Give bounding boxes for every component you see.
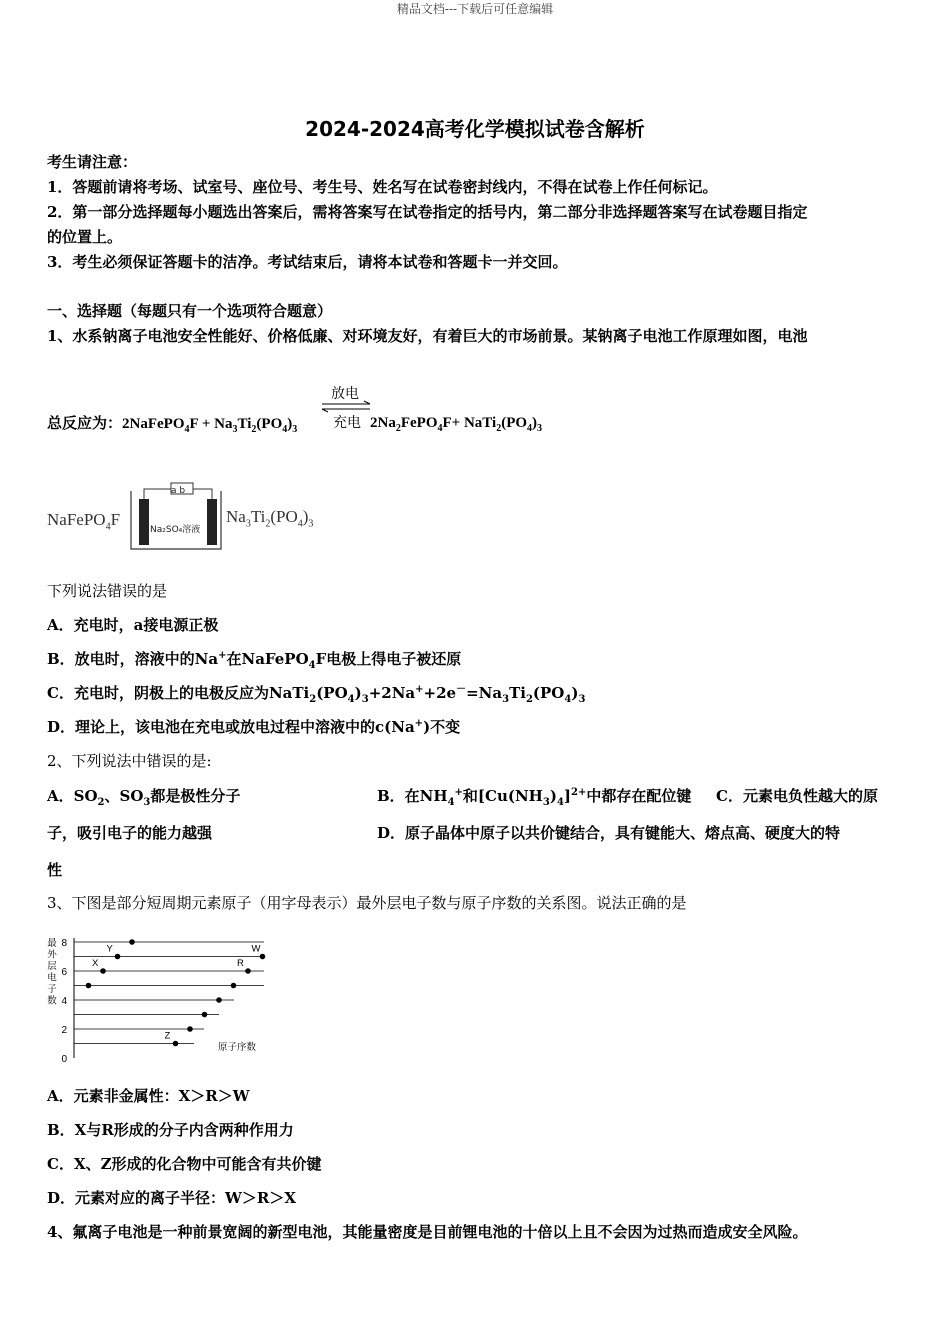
- notice-item-2: 2．第一部分选择题每小题选出答案后，需将答案写在试卷指定的括号内，第二部分非选择题答案写在试卷题目指定: [47, 203, 808, 221]
- q1-eq-prefix: 总反应为：: [47, 414, 123, 432]
- data-point: [245, 968, 251, 974]
- q3-option-d: D．元素对应的离子半径：W＞R＞X: [47, 1189, 296, 1207]
- point-label: X: [92, 958, 99, 969]
- data-point: [260, 954, 266, 960]
- q2-option-a-part1: A．SO: [47, 787, 98, 805]
- q2-option-a-part2: 都是极性分子: [150, 787, 241, 805]
- q1-option-b-part3: F电极上得电子被还原: [315, 650, 462, 668]
- data-point: [231, 983, 237, 989]
- q2-option-c-cont: 子，吸引电子的能力越强: [47, 824, 213, 842]
- y-tick-label: 4: [61, 996, 67, 1007]
- section-heading: 一、选择题（每题只有一个选项符合题意）: [47, 302, 333, 320]
- point-label: Z: [164, 1030, 171, 1042]
- data-point: [86, 983, 92, 989]
- x-axis-label: 原子序数: [218, 1042, 257, 1053]
- notice-item-1: 1．答题前请将考场、试室号、座位号、考生号、姓名写在试卷密封线内，不得在试卷上作任何标记。: [47, 178, 718, 196]
- q1-eq-top-label: 放电: [331, 386, 359, 402]
- page-title: 2024-2024高考化学模拟试卷含解析: [305, 117, 645, 141]
- q1-eq-bottom-label: 充电: [333, 415, 361, 431]
- fig-solution-label: Na₂SO₄溶液: [150, 525, 201, 535]
- q1-option-b-part2: 在NaFePO: [226, 650, 309, 668]
- q2-option-b-part1: B．在NH: [377, 787, 448, 805]
- y-tick-label: 0: [61, 1054, 67, 1065]
- q4-stem: 4、氟离子电池是一种前景宽阔的新型电池，其能量密度是目前锂电池的十倍以上且不会因为过热而造成安全风险。: [47, 1223, 808, 1241]
- point-label: W: [251, 943, 261, 955]
- fig-right-label-text: Na: [226, 507, 246, 526]
- q2-option-a: A．$SO_2$、$SO_3$都是极性分子: [47, 787, 241, 808]
- fig-ab-label: a b: [171, 486, 186, 496]
- q1-eq-right: $2Na_2FePO_4F+$ $NaTi_2(PO_4)_3$: [370, 415, 543, 434]
- q3-option-b: B．X与R形成的分子内含两种作用力: [47, 1121, 294, 1139]
- point-label: Y: [106, 943, 113, 955]
- y-axis-label-char: 外: [47, 949, 57, 961]
- left-electrode: [139, 499, 149, 545]
- q3-chart: [44, 930, 274, 1070]
- data-point: [202, 1012, 208, 1018]
- q1-option-c-part1: C．充电时，阴极上的电极反应为NaTi: [47, 684, 310, 702]
- fig-left-label-text: NaFePO: [47, 510, 106, 529]
- q1-option-b: B．放电时，溶液中的Na+在NaFePO$_4$F电极上得电子被还原: [47, 650, 462, 671]
- q1-stem: 1、水系钠离子电池安全性能好、价格低廉、对环境友好，有着巨大的市场前景。某钠离子电池工作原理如图，电池: [47, 327, 808, 345]
- q1-prompt: 下列说法错误的是: [47, 582, 168, 600]
- y-tick-label: 2: [61, 1025, 67, 1036]
- fig-right-electrode-label: $Na_3Ti_2(PO_4)_3$: [226, 507, 314, 530]
- q3-stem: 3、下图是部分短周期元素原子（用字母表示）最外层电子数与原子序数的关系图。说法正确的是: [47, 894, 687, 912]
- q1-eq-right-text: 2Na: [370, 415, 396, 431]
- data-point: [115, 954, 121, 960]
- q1-option-d: D．理论上，该电池在充电或放电过程中溶液中的c(Na+)不变: [47, 718, 461, 736]
- q2-option-d-cont: 性: [47, 861, 63, 879]
- notice-item-3: 3．考生必须保证答题卡的洁净。考试结束后，请将本试卷和答题卡一并交回。: [47, 253, 568, 271]
- q2-option-b: B．在$NH_4^+$和$[Cu(NH_3)_4]^{2+}$中都存在配位键: [377, 787, 692, 808]
- data-point: [129, 939, 135, 945]
- header-watermark: 精品文档---下载后可任意编辑: [396, 2, 554, 16]
- data-point: [187, 1026, 193, 1032]
- q1-eq-left: 2NaFePO: [122, 416, 185, 432]
- notice-heading: 考生请注意：: [47, 153, 138, 171]
- q1-option-b-part1: B．放电时，溶液中的Na: [47, 650, 219, 668]
- fig-left-electrode-label: NaFePO$_4$F: [47, 510, 121, 533]
- q1-option-d-part1: D．理论上，该电池在充电或放电过程中溶液中的c(Na: [47, 718, 415, 736]
- q3-option-a: A．元素非金属性：X＞R＞W: [47, 1087, 250, 1105]
- q1-option-d-part2: )不变: [423, 718, 461, 736]
- data-point: [216, 997, 222, 1003]
- q3-option-c: C．X、Z形成的化合物中可能含有共价键: [47, 1155, 322, 1173]
- right-electrode: [207, 499, 217, 545]
- q1-equation: 总反应为：2NaFePO$_4$F + $Na_3Ti_2(PO_4)_3$: [47, 414, 298, 435]
- y-axis-label-char: 层: [47, 961, 57, 972]
- y-tick-label: 8: [61, 938, 67, 949]
- q2-option-c: C．元素电负性越大的原: [716, 787, 878, 805]
- data-point: [100, 968, 106, 974]
- q2-stem: 2、下列说法中错误的是:: [47, 752, 212, 770]
- q2-option-d: D．原子晶体中原子以共价键结合，具有键能大、熔点高、硬度大的特: [377, 824, 841, 842]
- q2-option-b-part2: 中都存在配位键: [586, 787, 692, 805]
- y-axis-label-char: 数: [47, 995, 57, 1007]
- y-axis-label-char: 最: [47, 938, 57, 949]
- data-point: [173, 1041, 179, 1047]
- notice-item-2-cont: 的位置上。: [47, 228, 123, 246]
- point-label: R: [237, 958, 244, 969]
- y-tick-label: 6: [61, 967, 67, 978]
- y-axis-label-char: 子: [47, 984, 57, 995]
- q1-option-c: C．充电时，阴极上的电极反应为$NaTi_2(PO_4)_3+2Na^++2e^-=Na_3Ti_2(PO_4)_3$: [47, 684, 586, 705]
- q1-option-a: A．充电时，a接电源正极: [47, 616, 219, 634]
- y-axis-label-char: 电: [47, 972, 57, 984]
